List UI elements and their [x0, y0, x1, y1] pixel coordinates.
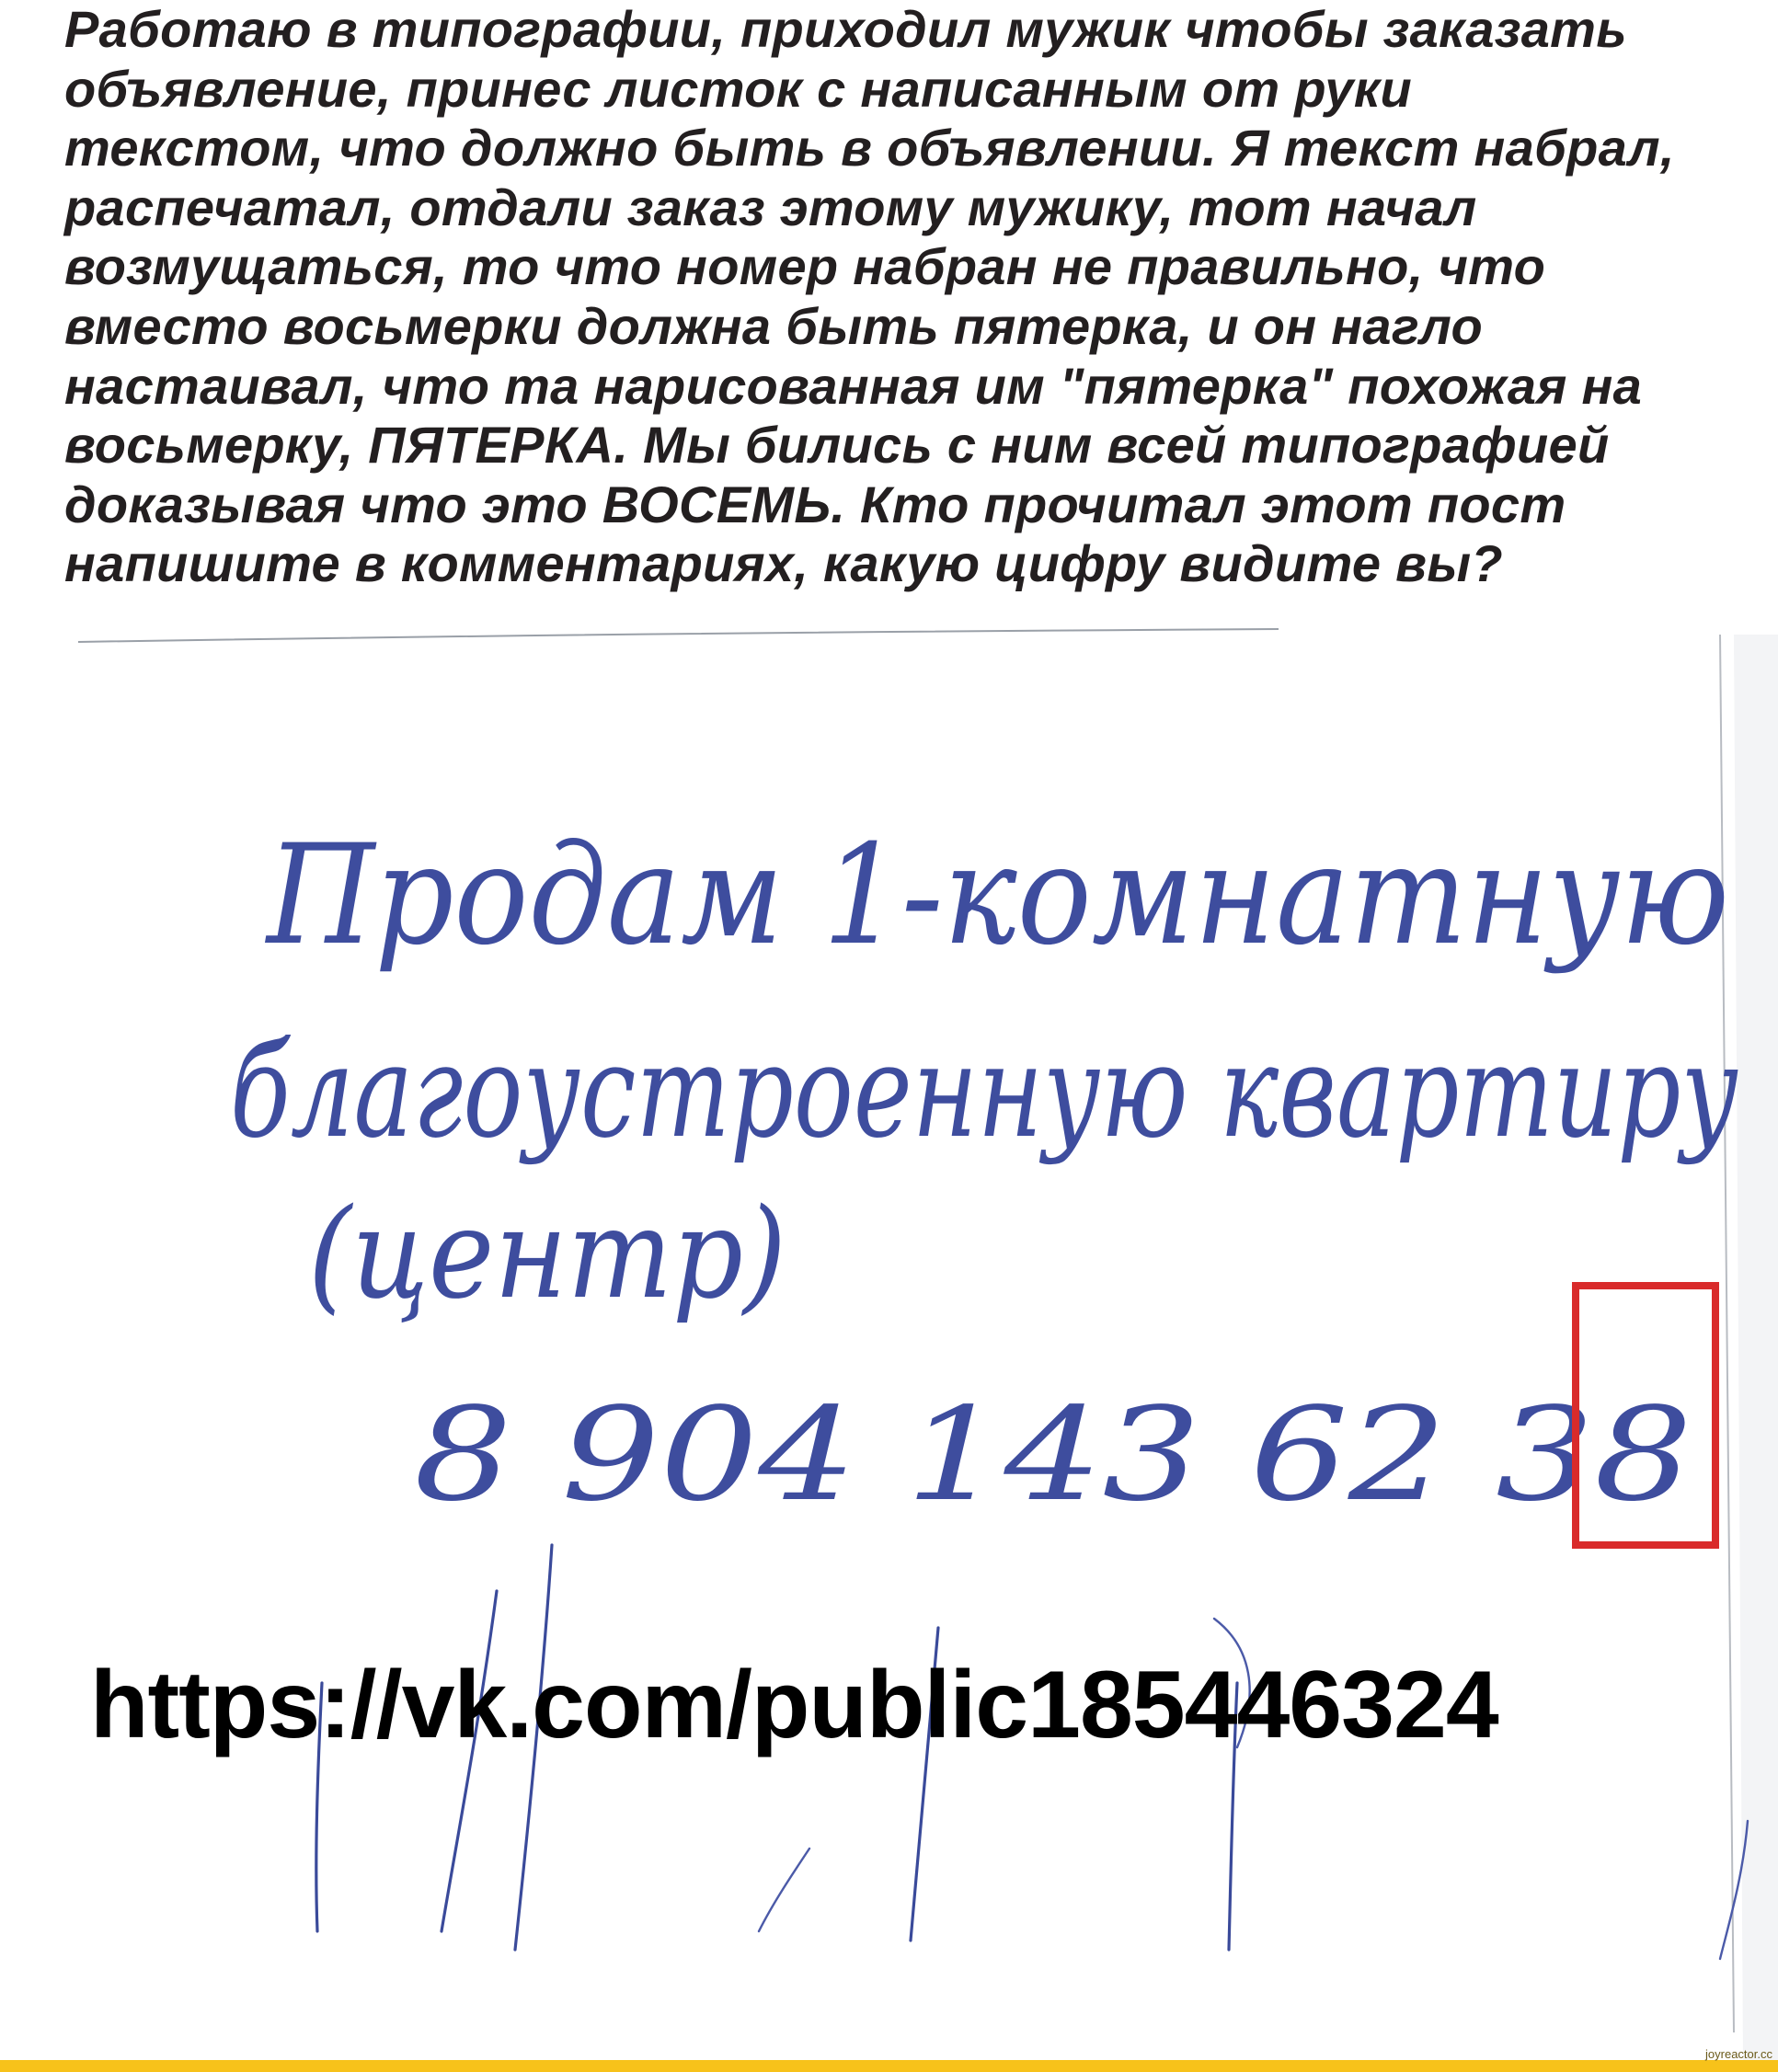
- story-line: напишите в комментариях, какую цифру видите вы?: [64, 534, 1503, 593]
- story-line: доказывая что это ВОСЕМЬ. Кто прочитал этот пост: [64, 475, 1566, 533]
- note-line-2: благоустроенную квартиру: [230, 1017, 1738, 1167]
- ink-stroke: [442, 1591, 497, 1931]
- story-line: объявление, принес листок с написанным от руки: [64, 59, 1413, 118]
- story-text: [64, 0, 1757, 594]
- note-line-3: (центр): [308, 1182, 786, 1326]
- story-line: распечатал, отдали заказ этому мужику, тот начал: [64, 177, 1477, 236]
- paper-right-shade: [1734, 635, 1778, 2060]
- story-line: настаивал, что та нарисованная им "пятерка" похожая на: [64, 356, 1643, 415]
- story-line: возмущаться, то что номер набран не правильно, что: [64, 237, 1546, 296]
- ink-stroke: [759, 1849, 809, 1931]
- brand-label: joyreactor.cc: [1705, 2047, 1772, 2061]
- watermark-url: https://vk.com/public185446324: [90, 1652, 1498, 1758]
- paper-top-edge: [78, 629, 1279, 642]
- handwritten-note-photo: [0, 625, 1778, 2060]
- story-line: Работаю в типографии, приходил мужик чтобы заказать: [64, 0, 1627, 58]
- story-line: восьмерку, ПЯТЕРКА. Мы бились с ним всей типографией: [64, 416, 1610, 475]
- phone-number: 8 904 143 62 38: [414, 1380, 1692, 1530]
- story-line: текстом, что должно быть в объявлении. Я текст набрал,: [64, 119, 1675, 177]
- story-line: вместо восьмерки должна быть пятерка, и он нагло: [64, 296, 1483, 355]
- note-line-1: Продам 1-комнатную: [264, 816, 1729, 976]
- highlight-box: [1572, 1282, 1719, 1549]
- footer-bar: [0, 2060, 1778, 2072]
